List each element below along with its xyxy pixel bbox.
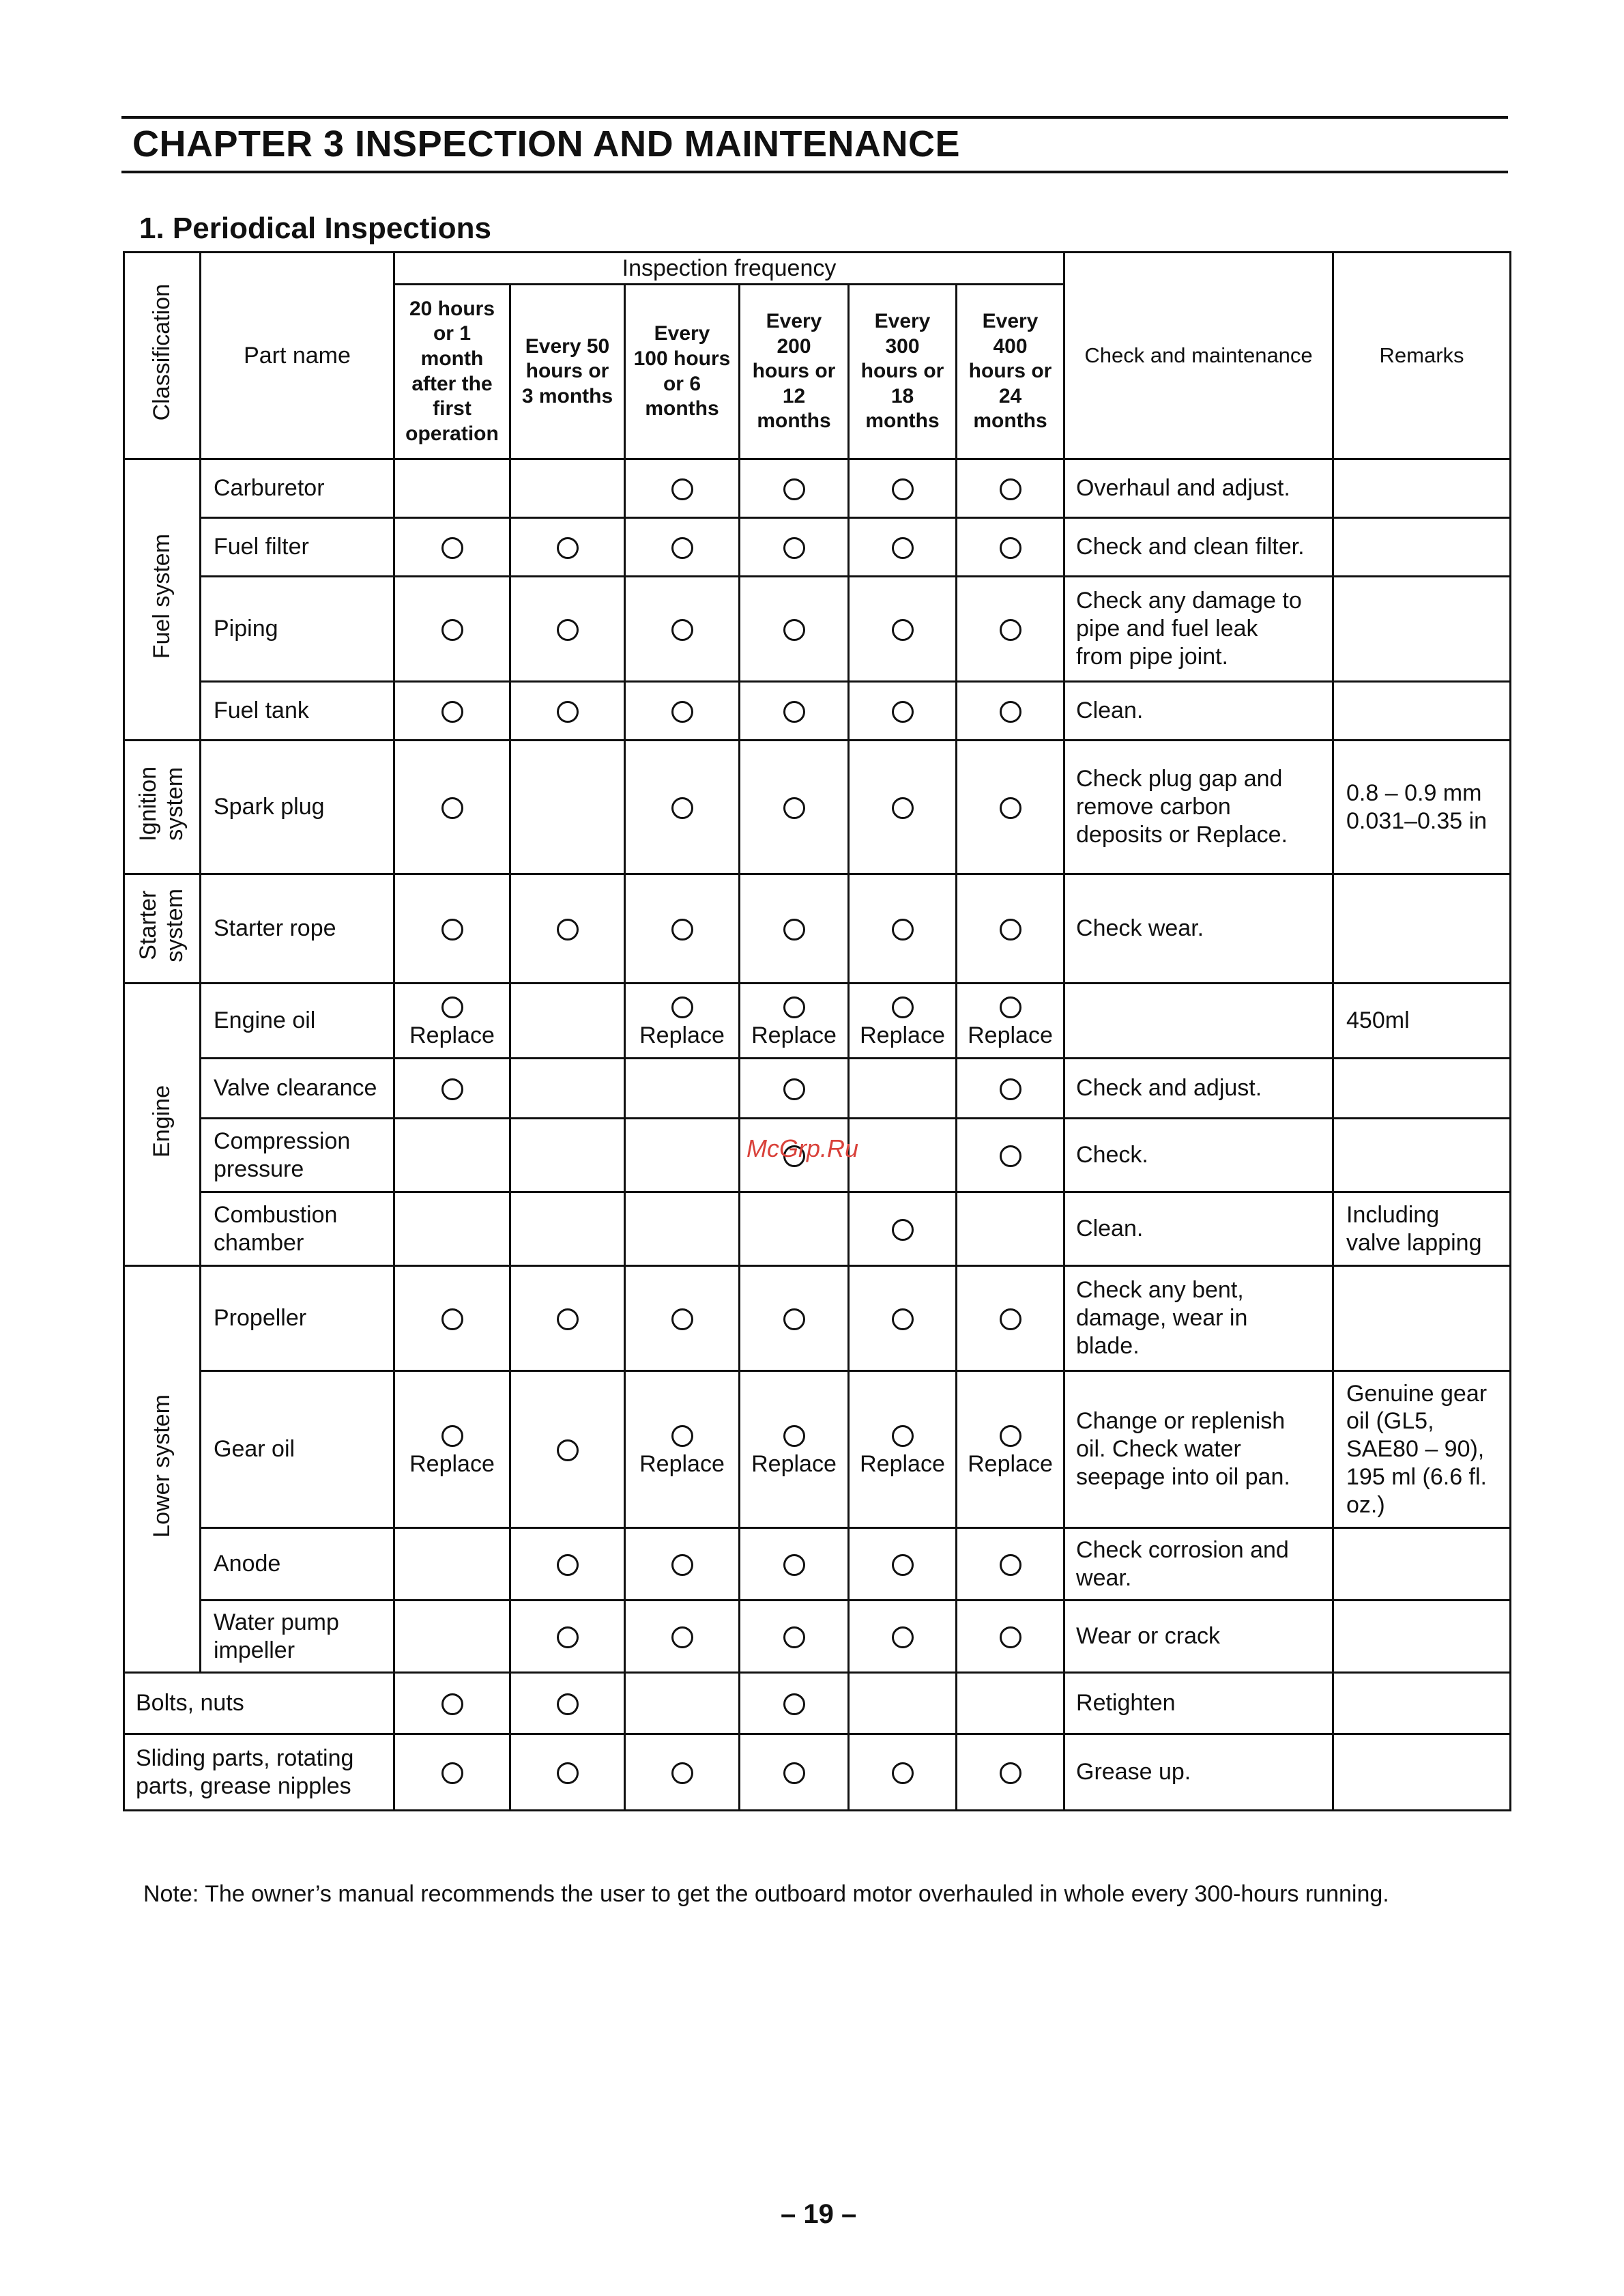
replace-label: Replace [639, 1450, 725, 1477]
part-name-cell: Valve clearance [201, 1059, 394, 1119]
check-maintenance-cell [1064, 984, 1333, 1059]
table-row [124, 984, 1511, 1059]
check-mark-icon [1000, 1145, 1021, 1167]
frequency-cell-5 [849, 1371, 957, 1528]
frequency-cell-6 [957, 874, 1064, 984]
frequency-cell-3 [625, 1528, 740, 1601]
frequency-cell-4 [740, 1192, 849, 1266]
check-mark-icon [557, 701, 579, 723]
frequency-cell-6 [957, 1528, 1064, 1601]
table-row [124, 741, 1511, 874]
remarks-cell: Including valve lapping [1333, 1192, 1511, 1266]
replace-label: Replace [860, 1022, 945, 1048]
frequency-cell-1 [394, 1119, 510, 1192]
part-name-cell: Sliding parts, rotating parts, grease nipples [124, 1734, 394, 1811]
check-mark-icon [557, 1762, 579, 1784]
check-maintenance-cell: Overhaul and adjust. [1064, 459, 1333, 518]
frequency-cell-1 [394, 577, 510, 682]
classification-cell: Fuel system [124, 459, 201, 741]
part-name-cell: Combustion chamber [201, 1192, 394, 1266]
check-maintenance-cell: Check plug gap and remove carbon deposits or Replace. [1064, 741, 1333, 874]
table-row [124, 577, 1511, 682]
table-row [124, 1059, 1511, 1119]
frequency-cell-6 [957, 1601, 1064, 1673]
frequency-cell-2 [510, 1528, 625, 1601]
check-mark-icon [671, 1626, 693, 1648]
check-maintenance-cell: Check. [1064, 1119, 1333, 1192]
frequency-header-2: Every 50 hours or 3 months [510, 285, 625, 459]
frequency-cell-5 [849, 577, 957, 682]
check-mark-icon [441, 1308, 463, 1330]
part-name-cell: Fuel tank [201, 682, 394, 741]
check-mark-icon [783, 701, 805, 723]
frequency-cell-3 [625, 1371, 740, 1528]
check-maintenance-cell: Check and adjust. [1064, 1059, 1333, 1119]
part-name-cell: Starter rope [201, 874, 394, 984]
table-row [124, 1528, 1511, 1601]
check-mark-icon [892, 1554, 914, 1576]
frequency-cell-6 [957, 682, 1064, 741]
classification-cell: Starter system [124, 874, 201, 984]
top-rule [121, 116, 1508, 119]
table-row [124, 1601, 1511, 1673]
check-mark-icon [441, 701, 463, 723]
check-mark-icon [783, 1308, 805, 1330]
frequency-cell-1 [394, 1371, 510, 1528]
part-name-cell: Carburetor [201, 459, 394, 518]
part-name-cell: Compression pressure [201, 1119, 394, 1192]
frequency-cell-1 [394, 1192, 510, 1266]
frequency-cell-2 [510, 518, 625, 577]
frequency-cell-6 [957, 459, 1064, 518]
check-mark-icon [557, 1626, 579, 1648]
check-mark-icon [441, 1762, 463, 1784]
frequency-cell-4 [740, 984, 849, 1059]
check-mark-icon [441, 1693, 463, 1715]
title-rule [121, 171, 1508, 173]
check-mark-icon [892, 1308, 914, 1330]
check-mark-icon [892, 1219, 914, 1241]
table-row [124, 1266, 1511, 1371]
frequency-header-4: Every 200 hours or 12 months [740, 285, 849, 459]
check-mark-icon [783, 1078, 805, 1100]
frequency-cell-1 [394, 874, 510, 984]
check-mark-icon [783, 797, 805, 819]
frequency-cell-1 [394, 1673, 510, 1734]
replace-label: Replace [751, 1022, 837, 1048]
frequency-cell-1 [394, 459, 510, 518]
check-mark-icon [1000, 1308, 1021, 1330]
part-name-header: Part name [201, 253, 394, 459]
check-maintenance-header: Check and maintenance [1064, 253, 1333, 459]
table-row [124, 1192, 1511, 1266]
frequency-cell-5 [849, 741, 957, 874]
check-mark-icon [671, 996, 693, 1018]
frequency-header-5: Every 300 hours or 18 months [849, 285, 957, 459]
frequency-cell-4 [740, 1673, 849, 1734]
frequency-cell-1 [394, 984, 510, 1059]
frequency-cell-5 [849, 984, 957, 1059]
frequency-cell-4 [740, 741, 849, 874]
frequency-cell-4 [740, 874, 849, 984]
frequency-cell-3 [625, 518, 740, 577]
remarks-cell [1333, 1119, 1511, 1192]
part-name-cell: Piping [201, 577, 394, 682]
frequency-cell-2 [510, 1266, 625, 1371]
frequency-cell-3 [625, 1059, 740, 1119]
part-name-cell: Water pump impeller [201, 1601, 394, 1673]
frequency-cell-6 [957, 984, 1064, 1059]
frequency-cell-3 [625, 1192, 740, 1266]
check-mark-icon [1000, 619, 1021, 641]
frequency-cell-6 [957, 1192, 1064, 1266]
frequency-cell-3 [625, 1266, 740, 1371]
check-maintenance-cell: Check any damage to pipe and fuel leak from pipe joint. [1064, 577, 1333, 682]
check-maintenance-cell: Clean. [1064, 1192, 1333, 1266]
frequency-cell-3 [625, 459, 740, 518]
check-maintenance-cell: Wear or crack [1064, 1601, 1333, 1673]
check-mark-icon [671, 797, 693, 819]
check-mark-icon [441, 619, 463, 641]
frequency-cell-3 [625, 874, 740, 984]
frequency-cell-1 [394, 741, 510, 874]
check-mark-icon [1000, 1626, 1021, 1648]
check-mark-icon [783, 1693, 805, 1715]
check-mark-icon [783, 1425, 805, 1447]
check-mark-icon [1000, 478, 1021, 500]
frequency-cell-4 [740, 1059, 849, 1119]
frequency-cell-4 [740, 518, 849, 577]
table-row [124, 459, 1511, 518]
frequency-cell-3 [625, 1734, 740, 1811]
frequency-cell-1 [394, 1528, 510, 1601]
frequency-cell-5 [849, 1266, 957, 1371]
frequency-cell-2 [510, 1734, 625, 1811]
check-mark-icon [557, 1554, 579, 1576]
frequency-cell-6 [957, 1673, 1064, 1734]
frequency-cell-2 [510, 741, 625, 874]
check-mark-icon [441, 996, 463, 1018]
frequency-cell-6 [957, 577, 1064, 682]
check-mark-icon [1000, 537, 1021, 559]
frequency-cell-3 [625, 741, 740, 874]
table-row [124, 1371, 1511, 1528]
remarks-cell [1333, 518, 1511, 577]
frequency-cell-1 [394, 518, 510, 577]
frequency-cell-6 [957, 741, 1064, 874]
frequency-cell-3 [625, 577, 740, 682]
replace-label: Replace [409, 1022, 495, 1048]
frequency-header-3: Every 100 hours or 6 months [625, 285, 740, 459]
check-mark-icon [1000, 919, 1021, 941]
check-mark-icon [783, 996, 805, 1018]
remarks-cell [1333, 577, 1511, 682]
check-maintenance-cell: Check and clean filter. [1064, 518, 1333, 577]
frequency-cell-4 [740, 1734, 849, 1811]
remarks-cell: Genuine gear oil (GL5, SAE80 – 90), 195 ml (6.6 fl. oz.) [1333, 1371, 1511, 1528]
frequency-cell-6 [957, 1119, 1064, 1192]
check-mark-icon [892, 797, 914, 819]
replace-label: Replace [639, 1022, 725, 1048]
frequency-cell-2 [510, 874, 625, 984]
classification-cell: Lower system [124, 1266, 201, 1673]
check-mark-icon [441, 1078, 463, 1100]
check-mark-icon [783, 919, 805, 941]
check-mark-icon [671, 478, 693, 500]
check-mark-icon [671, 1308, 693, 1330]
frequency-cell-6 [957, 518, 1064, 577]
remarks-cell: 0.8 – 0.9 mm 0.031–0.35 in [1333, 741, 1511, 874]
frequency-cell-2 [510, 1601, 625, 1673]
check-mark-icon [1000, 1554, 1021, 1576]
check-mark-icon [557, 1693, 579, 1715]
table-row [124, 874, 1511, 984]
frequency-cell-6 [957, 1059, 1064, 1119]
part-name-cell: Gear oil [201, 1371, 394, 1528]
frequency-cell-5 [849, 1734, 957, 1811]
check-mark-icon [892, 619, 914, 641]
remarks-cell [1333, 1266, 1511, 1371]
frequency-cell-3 [625, 682, 740, 741]
remarks-cell [1333, 682, 1511, 741]
check-mark-icon [892, 919, 914, 941]
frequency-cell-4 [740, 1266, 849, 1371]
frequency-cell-5 [849, 1528, 957, 1601]
check-mark-icon [892, 996, 914, 1018]
replace-label: Replace [751, 1450, 837, 1477]
remarks-cell [1333, 1528, 1511, 1601]
check-mark-icon [671, 1762, 693, 1784]
check-mark-icon [557, 919, 579, 941]
classification-header: Classification [124, 253, 201, 459]
frequency-cell-4 [740, 682, 849, 741]
classification-cell: Ignition system [124, 741, 201, 874]
frequency-cell-4 [740, 1528, 849, 1601]
frequency-cell-2 [510, 1192, 625, 1266]
check-mark-icon [557, 537, 579, 559]
check-mark-icon [783, 619, 805, 641]
frequency-cell-4 [740, 577, 849, 682]
replace-label: Replace [860, 1450, 945, 1477]
frequency-cell-3 [625, 984, 740, 1059]
frequency-cell-5 [849, 518, 957, 577]
check-mark-icon [557, 619, 579, 641]
frequency-cell-2 [510, 1059, 625, 1119]
frequency-cell-4 [740, 1601, 849, 1673]
frequency-cell-6 [957, 1266, 1064, 1371]
remarks-cell [1333, 1601, 1511, 1673]
footnote: Note: The owner’s manual recommends the user to get the outboard motor overhauled in whole every 300-hours running. [143, 1881, 1389, 1907]
check-mark-icon [1000, 996, 1021, 1018]
frequency-cell-2 [510, 459, 625, 518]
check-mark-icon [441, 797, 463, 819]
frequency-cell-5 [849, 874, 957, 984]
check-maintenance-cell: Retighten [1064, 1673, 1333, 1734]
replace-label: Replace [968, 1450, 1053, 1477]
check-mark-icon [892, 537, 914, 559]
check-mark-icon [892, 1762, 914, 1784]
check-maintenance-cell: Grease up. [1064, 1734, 1333, 1811]
frequency-cell-4 [740, 459, 849, 518]
table-row [124, 1734, 1511, 1811]
frequency-cell-3 [625, 1119, 740, 1192]
frequency-cell-6 [957, 1734, 1064, 1811]
frequency-cell-2 [510, 682, 625, 741]
frequency-cell-1 [394, 1266, 510, 1371]
page-number: – 19 – [781, 2199, 857, 2229]
frequency-cell-2 [510, 984, 625, 1059]
table-row [124, 518, 1511, 577]
frequency-cell-2 [510, 1119, 625, 1192]
inspection-table [123, 251, 1511, 1811]
check-mark-icon [671, 701, 693, 723]
check-mark-icon [1000, 1425, 1021, 1447]
frequency-cell-4 [740, 1371, 849, 1528]
watermark: McGrp.Ru [746, 1134, 859, 1162]
check-mark-icon [671, 919, 693, 941]
remarks-cell [1333, 1734, 1511, 1811]
check-maintenance-cell: Check wear. [1064, 874, 1333, 984]
check-mark-icon [671, 619, 693, 641]
remarks-header: Remarks [1333, 253, 1511, 459]
frequency-cell-1 [394, 682, 510, 741]
check-maintenance-cell: Check any bent, damage, wear in blade. [1064, 1266, 1333, 1371]
check-mark-icon [671, 537, 693, 559]
classification-cell: Engine [124, 984, 201, 1266]
check-mark-icon [1000, 797, 1021, 819]
remarks-cell [1333, 1059, 1511, 1119]
part-name-cell: Spark plug [201, 741, 394, 874]
check-mark-icon [1000, 1078, 1021, 1100]
frequency-cell-5 [849, 459, 957, 518]
part-name-cell: Anode [201, 1528, 394, 1601]
check-mark-icon [557, 1308, 579, 1330]
check-mark-icon [892, 701, 914, 723]
check-mark-icon [441, 1425, 463, 1447]
inspection-frequency-header: Inspection frequency [394, 253, 1064, 285]
frequency-cell-1 [394, 1734, 510, 1811]
table-row [124, 682, 1511, 741]
check-mark-icon [783, 478, 805, 500]
part-name-cell: Fuel filter [201, 518, 394, 577]
check-mark-icon [783, 1626, 805, 1648]
part-name-cell: Propeller [201, 1266, 394, 1371]
remarks-cell: 450ml [1333, 984, 1511, 1059]
check-maintenance-cell: Change or replenish oil. Check water seepage into oil pan. [1064, 1371, 1333, 1528]
check-mark-icon [441, 537, 463, 559]
frequency-cell-3 [625, 1601, 740, 1673]
replace-label: Replace [968, 1022, 1053, 1048]
remarks-cell [1333, 874, 1511, 984]
section-title: 1. Periodical Inspections [139, 212, 491, 245]
remarks-cell [1333, 459, 1511, 518]
check-mark-icon [671, 1554, 693, 1576]
check-maintenance-cell: Clean. [1064, 682, 1333, 741]
frequency-cell-5 [849, 1673, 957, 1734]
frequency-cell-2 [510, 577, 625, 682]
frequency-cell-2 [510, 1673, 625, 1734]
check-mark-icon [1000, 1762, 1021, 1784]
check-mark-icon [557, 1439, 579, 1461]
check-mark-icon [671, 1425, 693, 1447]
check-mark-icon [892, 478, 914, 500]
frequency-cell-5 [849, 682, 957, 741]
frequency-cell-3 [625, 1673, 740, 1734]
check-maintenance-cell: Check corrosion and wear. [1064, 1528, 1333, 1601]
part-name-cell: Engine oil [201, 984, 394, 1059]
frequency-cell-1 [394, 1059, 510, 1119]
frequency-cell-6 [957, 1371, 1064, 1528]
check-mark-icon [1000, 701, 1021, 723]
frequency-cell-1 [394, 1601, 510, 1673]
part-name-cell: Bolts, nuts [124, 1673, 394, 1734]
frequency-cell-2 [510, 1371, 625, 1528]
frequency-header-6: Every 400 hours or 24 months [957, 285, 1064, 459]
replace-label: Replace [409, 1450, 495, 1477]
inspection-table-container [123, 251, 1509, 1811]
frequency-header-1: 20 hours or 1 month after the first operation [394, 285, 510, 459]
frequency-cell-5 [849, 1192, 957, 1266]
frequency-cell-5 [849, 1601, 957, 1673]
check-mark-icon [892, 1425, 914, 1447]
table-row [124, 1673, 1511, 1734]
check-mark-icon [892, 1626, 914, 1648]
check-mark-icon [441, 919, 463, 941]
check-mark-icon [783, 1554, 805, 1576]
chapter-title: CHAPTER 3 INSPECTION AND MAINTENANCE [132, 124, 961, 164]
check-mark-icon [783, 1762, 805, 1784]
frequency-cell-5 [849, 1059, 957, 1119]
frequency-cell-5 [849, 1119, 957, 1192]
check-mark-icon [783, 537, 805, 559]
remarks-cell [1333, 1673, 1511, 1734]
